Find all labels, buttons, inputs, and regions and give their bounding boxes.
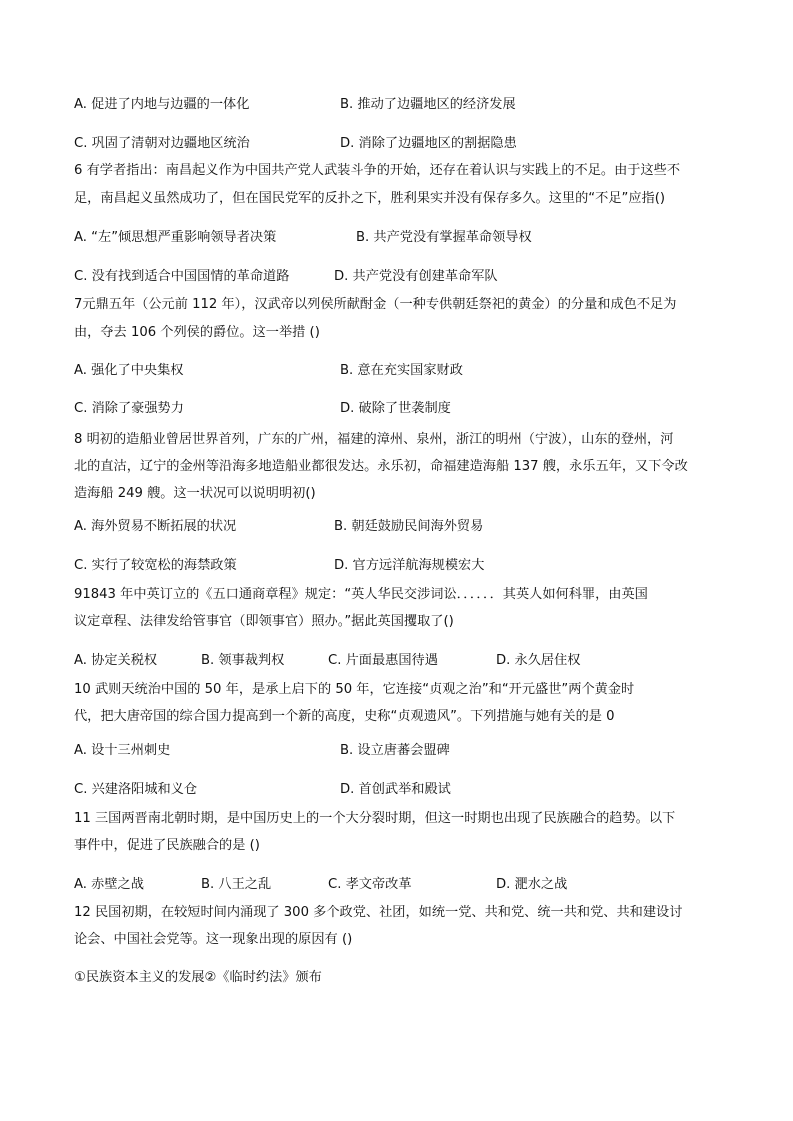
option-a: A. 设十三州刺史 [74, 743, 171, 758]
question-text: 由，夺去 106 个列侯的爵位。这一举措 () [74, 325, 320, 340]
option-c: C. 片面最惠国待遇 [328, 653, 438, 668]
question-text: ①民族资本主义的发展②《临时约法》颁布 [74, 970, 322, 985]
question-text: 足，南昌起义虽然成功了，但在国民党军的反扑之下，胜利果实并没有保存多久。这里的“不足”应指() [74, 191, 666, 206]
option-c: C. 实行了较宽松的海禁政策 [74, 558, 237, 573]
option-a: A. 促进了内地与边疆的一体化 [74, 97, 250, 112]
option-c: C. 巩固了清朝对边疆地区统治 [74, 136, 250, 151]
option-c: C. 消除了豪强势力 [74, 401, 184, 416]
question-text: 11 三国两晋南北朝时期，是中国历史上的一个大分裂时期，但这一时期也出现了民族融合的趋势。以下 [74, 811, 676, 826]
option-d: D. 消除了边疆地区的割据隐患 [340, 136, 517, 151]
question-text: 议定章程、法律发给管事官（即领事官）照办。”据此英国攫取了() [74, 614, 454, 629]
question-text: 6 有学者指出：南昌起义作为中国共产党人武装斗争的开始，还存在着认识与实践上的不足。由于这些不 [74, 163, 681, 178]
option-d: D. 永久居住权 [496, 653, 581, 668]
option-d: D. 官方远洋航海规模宏大 [334, 558, 485, 573]
option-d: D. 共产党没有创建革命军队 [334, 269, 498, 284]
option-a: A. 协定关税权 [74, 653, 158, 668]
option-b: B. 领事裁判权 [201, 653, 285, 668]
option-a: A. 强化了中央集权 [74, 363, 184, 378]
option-b: B. 意在充实国家财政 [340, 363, 463, 378]
question-text: 造海船 249 艘。这一状况可以说明明初() [74, 486, 316, 501]
question-text: 10 武则天统治中国的 50 年，是承上启下的 50 年，它连接“贞观之治”和“开元盛世”两个黄金时 [74, 682, 635, 697]
option-c: C. 兴建洛阳城和义仓 [74, 782, 198, 797]
question-text: 91843 年中英订立的《五口通商章程》规定：“英人华民交涉词讼．．．．．．其英人如何科罪，由英国 [74, 587, 648, 602]
option-b: B. 设立唐蕃会盟碑 [340, 743, 450, 758]
question-text: 代，把大唐帝国的综合国力提高到一个新的高度，史称“贞观遗风”。下列措施与她有关的是 0 [74, 709, 615, 724]
option-d: D. 破除了世袭制度 [340, 401, 451, 416]
option-c: C. 孝文帝改革 [328, 877, 412, 892]
option-b: B. 共产党没有掌握革命领导权 [356, 230, 532, 245]
option-b: B. 八王之乱 [201, 877, 272, 892]
option-c: C. 没有找到适合中国国情的革命道路 [74, 269, 290, 284]
option-a: A. 赤壁之战 [74, 877, 144, 892]
option-a: A. 海外贸易不断拓展的状况 [74, 519, 237, 534]
option-b: B. 朝廷鼓励民间海外贸易 [334, 519, 484, 534]
option-d: D. 淝水之战 [496, 877, 568, 892]
question-text: 事件中，促进了民族融合的是 () [74, 838, 260, 853]
question-text: 论会、中国社会党等。这一现象出现的原因有 () [74, 932, 353, 947]
question-text: 8 明初的造船业曾居世界首列，广东的广州，福建的漳州、泉州，浙江的明州（宁波），山东的登州，河 [74, 432, 674, 447]
question-text: 北的直沽，辽宁的金州等沿海多地造船业都很发达。永乐初，命福建造海船 137 艘，永乐五年，又下令改 [74, 459, 688, 474]
question-text: 12 民国初期，在较短时间内涌现了 300 多个政党、社团，如统一党、共和党、统一共和党、共和建设讨 [74, 905, 683, 920]
question-text: 7元鼎五年（公元前 112 年），汉武帝以列侯所献酎金（一种专供朝廷祭祀的黄金）的分量和成色不足为 [74, 297, 677, 312]
option-d: D. 首创武举和殿试 [340, 782, 451, 797]
option-b: B. 推动了边疆地区的经济发展 [340, 97, 516, 112]
option-a: A. “左”倾思想严重影响领导者决策 [74, 230, 277, 245]
